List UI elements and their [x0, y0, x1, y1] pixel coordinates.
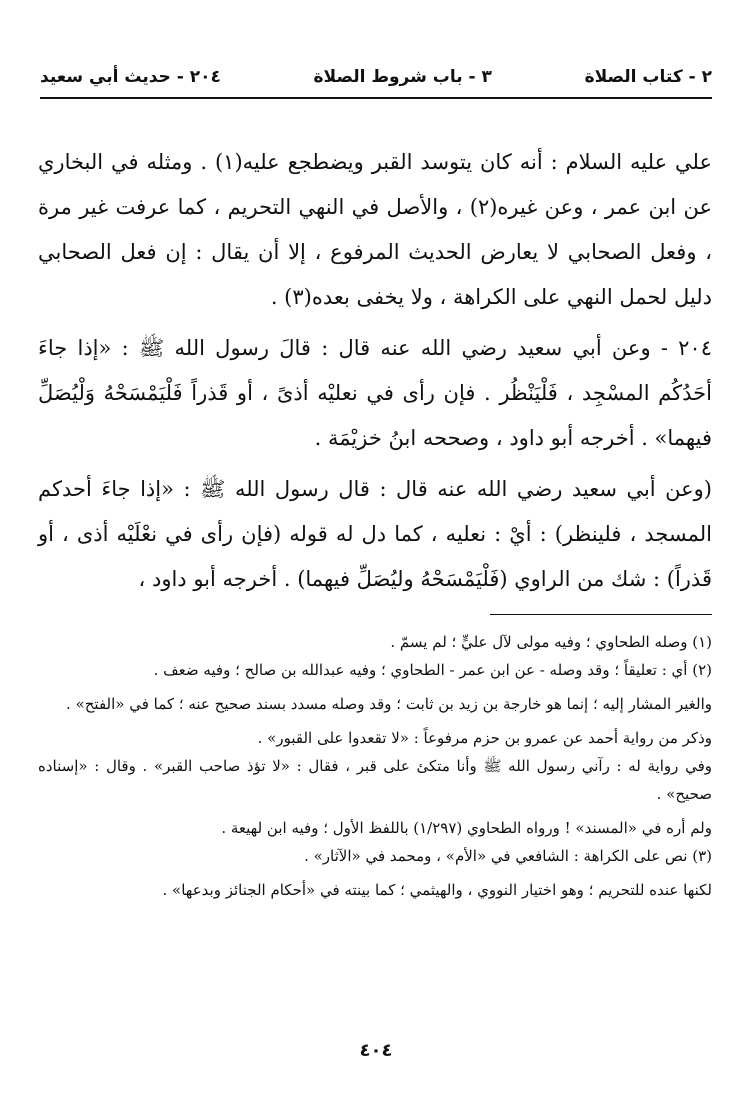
main-text: [38, 140, 712, 602]
explanation-paragraph: (وعن أبي سعيد رضي الله عنه قال : قال رسول الله ﷺ : «إذا جاءَ أحدكم المسجد ، فلينظر) : أيْ : نعليه ، كما دل له قوله (فإن رأى في نعْلَيْه أذى ، أو قَذراً) : شك من الراوي (فَلْيَمْسَحْهُ وليُصَلِّ فيهما) . أخرجه أبو داود ،: [38, 477, 712, 591]
footnote-2-cont: ولم أره في «المسند» ! ورواه الطحاوي (١/٢٩٧) باللفظ الأول ؛ وفيه ابن لهيعة .: [221, 819, 712, 837]
header-section: ٣ - باب شروط الصلاة: [313, 67, 492, 87]
header-hadith: ٢٠٤ - حديث أبي سعيد: [40, 67, 221, 87]
footnote-3-cont: لكنها عنده للتحريم ؛ وهو اختيار النووي ، والهيثمي ؛ كما بينته في «أحكام الجنائز وبدعها» .: [162, 881, 712, 899]
footnote-2: (٢) أي : تعليقاً ؛ وقد وصله - عن ابن عمر - الطحاوي ؛ وفيه عبدالله بن صالح ؛ وفيه ضعف .: [153, 661, 712, 679]
footnote-1: (١) وصله الطحاوي ؛ وفيه مولى لآل عليٍّ ؛ لم يسمّ .: [390, 633, 712, 651]
footnote-2-cont: وذكر من رواية أحمد عن عمرو بن حزم مرفوعاً : «لا تقعدوا على القبور» .: [257, 729, 712, 747]
footnote-3: (٣) نص على الكراهة : الشافعي في «الأم» ، ومحمد في «الآثار» .: [304, 847, 712, 865]
running-header: [40, 62, 712, 92]
footnote-divider: [490, 614, 712, 615]
header-divider: [40, 97, 712, 99]
footnote-2-cont: وفي رواية له : رآني رسول الله ﷺ وأنا متكئ على قبر ، فقال : «لا تؤذ صاحب القبر» . وقال : «إسناده صحيح» .: [38, 757, 712, 803]
header-chapter: ٢ - كتاب الصلاة: [584, 67, 712, 87]
footnote-2-cont: والغير المشار إليه ؛ إنما هو خارجة بن زيد بن ثابت ؛ وقد وصله مسدد بسند صحيح عنه ؛ كما في «الفتح» .: [66, 695, 712, 713]
page-number: ٤٠٤: [359, 1040, 393, 1061]
commentary-paragraph: علي عليه السلام : أنه كان يتوسد القبر ويضطجع عليه(١) . ومثله في البخاري عن ابن عمر ، وعن غيره(٢) ، والأصل في النهي التحريم ، كما عرفت غير مرة ، وفعل الصحابي لا يعارض الحديث المرفوع ، إلا أن يقال : إن فعل الصحابي دليل لحمل النهي على الكراهة ، ولا يخفى بعده(٣) .: [38, 150, 713, 309]
footnotes: [38, 628, 712, 904]
hadith-paragraph: ٢٠٤ - وعن أبي سعيد رضي الله عنه قال : قالَ رسول الله ﷺ : «إذا جاءَ أحَدُكُم المسْجِد ، فَلْيَنْظُر . فإن رأى في نعليْه أذىً ، أو قَذراً فَلْيَمْسَحْهُ وَلْيُصَلِّ فيهما» . أخرجه أبو داود ، وصححه ابنُ خزيْمَة .: [38, 336, 712, 450]
